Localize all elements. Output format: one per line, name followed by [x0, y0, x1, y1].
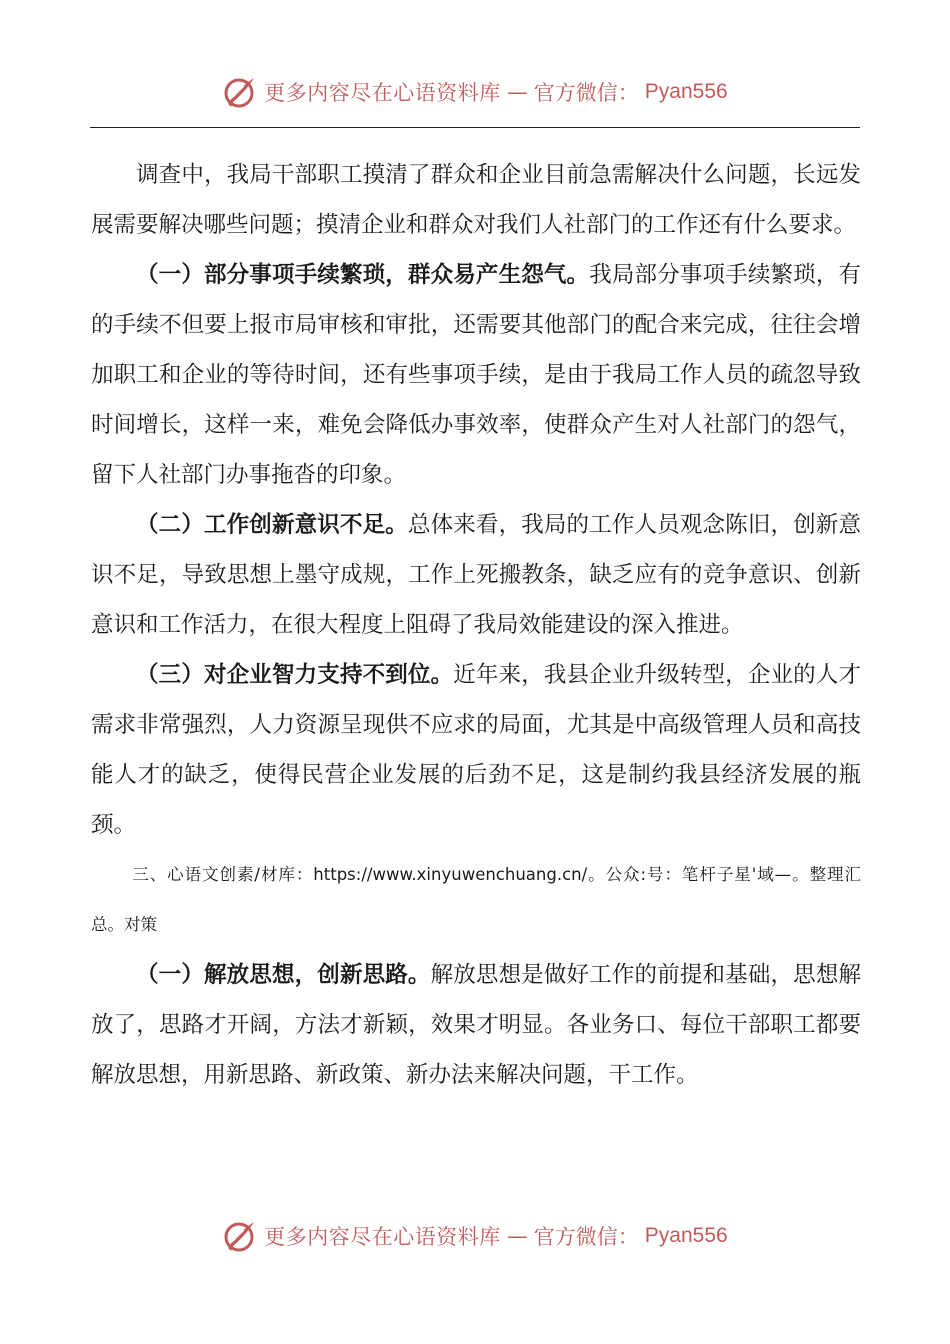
- quill-seal-icon: [222, 1218, 258, 1254]
- issue-2-heading: （二）工作创新意识不足。: [136, 512, 408, 538]
- document-body: [91, 150, 861, 1100]
- watermark-dash: —: [506, 1224, 528, 1248]
- paragraph-issue-2: [91, 500, 861, 650]
- watermark-contact-label: 官方微信：: [533, 81, 639, 105]
- watermark-handle: Pyan556: [644, 1224, 728, 1247]
- paragraph-measure-1: [91, 950, 861, 1100]
- watermark-text: 更多内容尽在心语资料库: [264, 1225, 501, 1249]
- watermark-text: 更多内容尽在心语资料库: [264, 81, 501, 105]
- issue-1-text: 我局部分事项手续繁琐，有的手续不但要上报市局审核和审批，还需要其他部门的配合来完成，往往会增加职工和企业的等待时间，还有些事项手续，是由于我局工作人员的疏忽导致时间增长，这样一来，难免会降低办事效率，使群众产生对人社部门的怨气，留下人社部门办事拖沓的印象。: [91, 262, 861, 488]
- measure-1-text: 解放思想是做好工作的前提和基础，思想解放了，思路才开阔，方法才新颖，效果才明显。各业务口、每位干部职工都要解放思想，用新思路、新政策、新办法来解决问题，干工作。: [91, 962, 861, 1088]
- measure-1-heading: （一）解放思想，创新思路。: [136, 962, 431, 988]
- watermark-dash: —: [506, 80, 528, 104]
- section-heading-countermeasures: 三、心语文创素/材库：https://www.xinyuwenchuang.cn/。公众:号：笔杆子星'域—。整理汇总。对策: [91, 865, 861, 934]
- issue-1-heading: （一）部分事项手续繁琐，群众易产生怨气。: [136, 262, 590, 288]
- issue-3-heading: （三）对企业智力支持不到位。: [136, 662, 454, 688]
- paragraph-intro: 调查中，我局干部职工摸清了群众和企业目前急需解决什么问题，长远发展需要解决哪些问题；摸清企业和群众对我们人社部门的工作还有什么要求。: [91, 162, 861, 238]
- header-watermark: [0, 70, 950, 114]
- footer-watermark: [0, 1214, 950, 1258]
- header-divider: [90, 127, 860, 128]
- watermark-contact-label: 官方微信：: [533, 1225, 639, 1249]
- issue-3-text: 近年来，我县企业升级转型，企业的人才需求非常强烈，人力资源呈现供不应求的局面，尤其是中高级管理人员和高技能人才的缺乏，使得民营企业发展的后劲不足，这是制约我县经济发展的瓶颈。: [91, 662, 861, 838]
- watermark-handle: Pyan556: [644, 80, 728, 103]
- paragraph-issue-1: [91, 250, 861, 500]
- quill-seal-icon: [222, 74, 258, 110]
- issue-2-text: 总体来看，我局的工作人员观念陈旧，创新意识不足，导致思想上墨守成规，工作上死搬教条，缺乏应有的竞争意识、创新意识和工作活力，在很大程度上阻碍了我局效能建设的深入推进。: [91, 512, 861, 638]
- paragraph-issue-3: [91, 650, 861, 850]
